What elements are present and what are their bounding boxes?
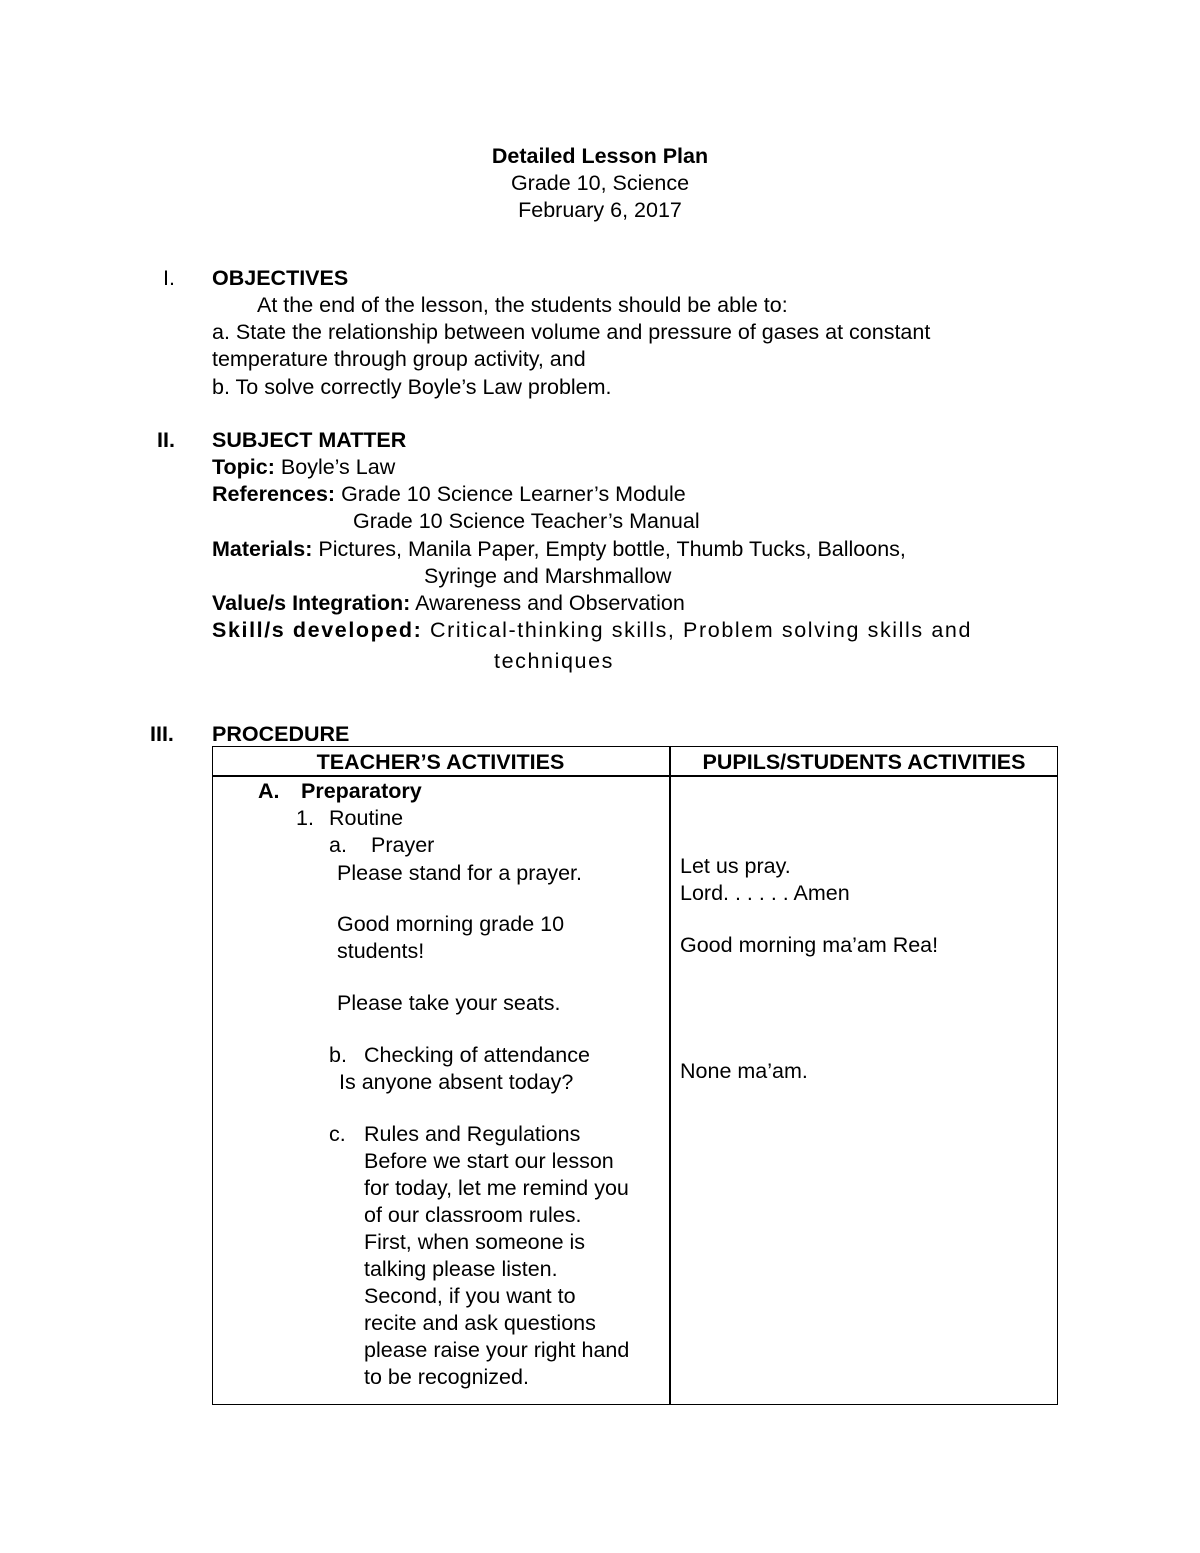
rules-text-line: please raise your right hand (364, 1338, 630, 1362)
rules-text-line: First, when someone is (364, 1230, 586, 1254)
routine-number: 1. (296, 806, 314, 830)
materials-row (212, 537, 906, 563)
section-a-title: Preparatory (301, 779, 422, 803)
student-lord-amen: Lord. . . . . . Amen (680, 881, 850, 905)
skills-row (212, 618, 972, 644)
references-value-1: Grade 10 Science Learner’s Module (341, 482, 686, 506)
column-header-teacher: TEACHER’S ACTIVITIES (316, 750, 565, 774)
attendance-letter: b. (329, 1043, 347, 1067)
references-row (212, 482, 686, 508)
prayer-letter: a. (329, 833, 347, 857)
prayer-instruction: Please stand for a prayer. (337, 861, 583, 885)
rules-text-line: talking please listen. (364, 1257, 558, 1281)
column-header-students: PUPILS/STUDENTS ACTIVITIES (702, 750, 1026, 774)
grade-subject: Grade 10, Science (510, 171, 690, 195)
section-numeral-1: I. (163, 266, 175, 290)
seats-instruction: Please take your seats. (337, 991, 561, 1015)
rules-text-line: for today, let me remind you (364, 1176, 629, 1200)
rules-text-line: Before we start our lesson (364, 1149, 614, 1173)
skills-value-2: techniques (494, 649, 614, 673)
attendance-label: Checking of attendance (364, 1043, 590, 1067)
values-value: Awareness and Observation (415, 591, 685, 615)
materials-value-1: Pictures, Manila Paper, Empty bottle, Thumb Tucks, Balloons, (318, 537, 906, 561)
rules-text-line: recite and ask questions (364, 1311, 596, 1335)
objective-a-line2: temperature through group activity, and (212, 347, 586, 371)
routine-label: Routine (329, 806, 404, 830)
page-title: Detailed Lesson Plan (491, 144, 709, 168)
procedure-heading: PROCEDURE (212, 722, 350, 746)
table-column-divider (669, 746, 671, 1405)
greeting-line2: students! (337, 939, 425, 963)
rules-letter: c. (329, 1122, 346, 1146)
materials-label: Materials: (212, 537, 313, 561)
greeting-line1: Good morning grade 10 (337, 912, 565, 936)
skills-value-1: Critical-thinking skills, Problem solving skills and (430, 618, 973, 642)
references-value-2: Grade 10 Science Teacher’s Manual (353, 509, 700, 533)
section-a-letter: A. (258, 779, 280, 803)
topic-row (212, 455, 395, 481)
topic-label: Topic: (212, 455, 275, 479)
rules-text-line: of our classroom rules. (364, 1203, 582, 1227)
skills-label: Skill/s developed: (212, 618, 423, 642)
objectives-intro: At the end of the lesson, the students should be able to: (257, 293, 788, 317)
student-none: None ma’am. (680, 1059, 808, 1083)
student-pray: Let us pray. (680, 854, 791, 878)
rules-text-line: Second, if you want to (364, 1284, 576, 1308)
objective-a-line1: a. State the relationship between volume and pressure of gases at constant (212, 320, 931, 344)
lesson-date: February 6, 2017 (518, 198, 682, 222)
student-greeting: Good morning ma’am Rea! (680, 933, 939, 957)
prayer-label: Prayer (371, 833, 435, 857)
objective-b: b. To solve correctly Boyle’s Law problem. (212, 375, 612, 399)
references-label: References: (212, 482, 336, 506)
section-numeral-3: III. (150, 722, 174, 746)
absent-question: Is anyone absent today? (339, 1070, 574, 1094)
rules-text-line: to be recognized. (364, 1365, 529, 1389)
values-label: Value/s Integration: (212, 591, 411, 615)
rules-label: Rules and Regulations (364, 1122, 581, 1146)
materials-value-2: Syringe and Marshmallow (424, 564, 672, 588)
topic-value: Boyle’s Law (280, 455, 396, 479)
values-row (212, 591, 685, 617)
subject-matter-heading: SUBJECT MATTER (212, 428, 407, 452)
section-numeral-2: II. (157, 428, 175, 452)
objectives-heading: OBJECTIVES (212, 266, 349, 290)
